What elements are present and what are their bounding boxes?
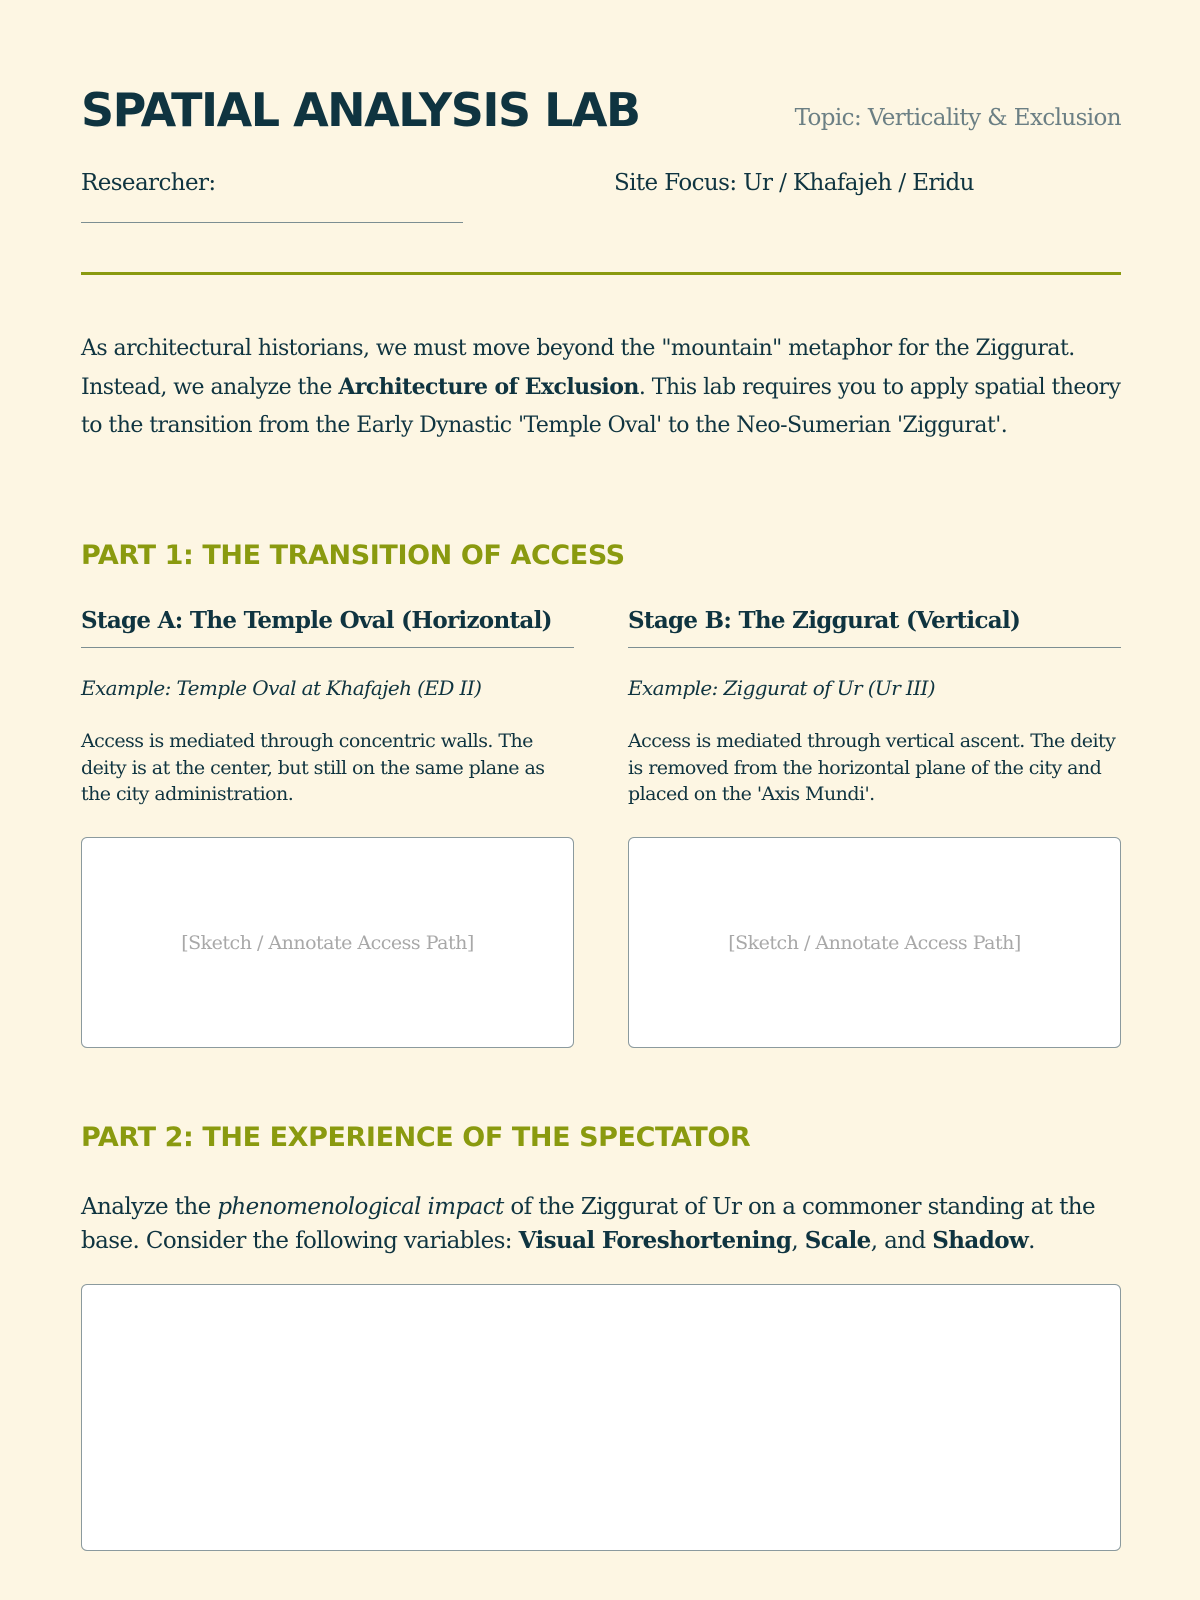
stage-a-sketch-placeholder: [Sketch / Annotate Access Path] (181, 931, 474, 954)
part-2-prompt (81, 1190, 1121, 1258)
stage-b-title: Stage B: The Ziggurat (Vertical) (628, 604, 1121, 648)
stage-b-column (628, 604, 1121, 954)
stage-a-example: Example: Temple Oval at Khafajeh (ED II) (81, 676, 482, 700)
prompt-emphasis: phenomenological impact (217, 1194, 504, 1220)
variable-scale: Scale (804, 1227, 871, 1254)
variable-foreshortening: Visual Foreshortening (518, 1227, 792, 1254)
researcher-label: Researcher: (81, 170, 216, 196)
stage-b-description: Access is mediated through vertical ascent. The deity is removed from the horizontal plane of the city and placed on the 'Axis Mundi'. (628, 730, 1116, 805)
stage-a-description: Access is mediated through concentric walls. The deity is at the center, but still on the same plane as the city administration. (81, 730, 545, 805)
prompt-separator: , (791, 1228, 805, 1254)
header-divider (81, 272, 1121, 275)
topic-label: Topic: Verticality & Exclusion (794, 105, 1121, 131)
intro-paragraph (81, 330, 1121, 445)
stage-b-sketch-area[interactable] (628, 837, 1121, 1048)
stage-b-sketch-placeholder: [Sketch / Annotate Access Path] (728, 931, 1021, 954)
site-focus-label: Site Focus: Ur / Khafajeh / Eridu (614, 170, 974, 196)
stage-a-title: Stage A: The Temple Oval (Horizontal) (81, 604, 574, 648)
prompt-text-end: . (1028, 1228, 1035, 1254)
intro-text-start: As architectural historians, we must move beyond the "mountain" metaphor for the Ziggurat. Instead, we analyze the (81, 336, 1075, 400)
variable-shadow: Shadow (932, 1227, 1029, 1254)
stage-a-sketch-area[interactable] (81, 837, 574, 1048)
part-2-heading: PART 2: THE EXPERIENCE OF THE SPECTATOR (81, 1122, 751, 1153)
intro-text-end: . This lab requires you to apply spatial theory to the transition from the Early Dynastic 'Temple Oval' to the Neo-Sumerian 'Ziggurat'. (81, 375, 1121, 438)
intro-emphasis: Architecture of Exclusion (338, 374, 639, 400)
prompt-text-start: Analyze the (81, 1194, 218, 1220)
page-title: SPATIAL ANALYSIS LAB (81, 83, 640, 137)
part-2-answer-area[interactable] (81, 1284, 1121, 1551)
stage-b-example: Example: Ziggurat of Ur (Ur III) (628, 676, 936, 700)
prompt-separator-and: , and (870, 1228, 933, 1254)
stage-a-column (81, 604, 574, 954)
researcher-name-field[interactable] (81, 222, 463, 223)
part-1-heading: PART 1: THE TRANSITION OF ACCESS (81, 540, 625, 571)
prompt-text-middle: of the Ziggurat of Ur on a commoner standing at the base. Consider the following variables: (81, 1194, 1095, 1254)
